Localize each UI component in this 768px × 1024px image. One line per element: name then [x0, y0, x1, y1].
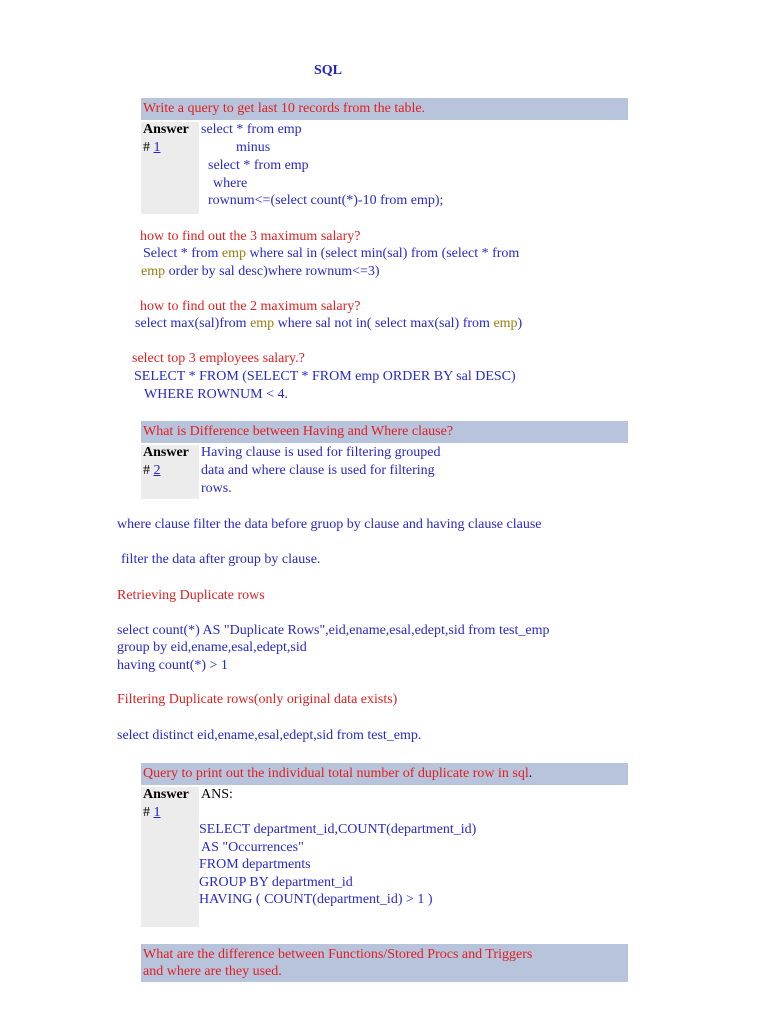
max2-part-e: )	[517, 316, 523, 331]
answer-number-link-2[interactable]: 2	[153, 463, 161, 478]
top3-question: select top 3 employees salary.?	[132, 351, 305, 366]
answer-number-prefix-2: #	[143, 463, 154, 478]
question-3-end: .	[528, 766, 533, 781]
filter-heading: Filtering Duplicate rows(only original data exists)	[117, 692, 398, 707]
dup-line-2: group by eid,ename,esal,edept,sid	[117, 640, 307, 655]
answer-number-link-3[interactable]: 1	[153, 805, 161, 820]
q1-line-3: select * from emp	[208, 158, 309, 173]
max3-line-2-b: order by sal desc)where rownum<=3)	[165, 264, 380, 279]
q2-line-2: data and where clause is used for filtering	[201, 463, 435, 478]
max3-line-1	[143, 245, 519, 263]
max3-line-1-b: emp	[221, 246, 247, 261]
max3-line-2	[141, 263, 380, 281]
answer-number-1	[143, 139, 161, 157]
page-title: SQL	[314, 63, 343, 78]
answer-number-link-1[interactable]: 1	[153, 140, 161, 155]
answer-label-3: Answer	[143, 787, 189, 802]
dup-line-3: having count(*) > 1	[117, 658, 228, 673]
q3-line-3: FROM departments	[199, 857, 311, 872]
max3-line-1-a: Select * from	[143, 246, 222, 261]
answer-label-2: Answer	[143, 445, 189, 460]
q1-line-5: rownum<=(select count(*)-10 from emp);	[208, 193, 444, 208]
q3-line-2: AS "Occurrences"	[201, 840, 304, 855]
question-4-line-1: What are the difference between Functions/Stored Procs and Triggers	[143, 947, 533, 962]
filter-line: select distinct eid,ename,esal,edept,sid from test_emp.	[117, 728, 422, 743]
max2-part-c: where sal not in( select max(sal) from	[274, 316, 494, 331]
top3-line-2: WHERE ROWNUM < 4.	[144, 387, 288, 402]
max2-part-b: emp	[250, 316, 275, 331]
max2-part-d: emp	[493, 316, 518, 331]
q3-line-5: HAVING ( COUNT(department_id) > 1 )	[199, 892, 433, 907]
max3-line-2-a: emp	[141, 264, 166, 279]
max2-part-a: select max(sal)from	[135, 316, 251, 331]
q1-line-4: where	[213, 176, 248, 191]
max3-line-1-c: where sal in (select min(sal) from (select * from	[246, 246, 520, 261]
dup-line-1: select count(*) AS "Duplicate Rows",eid,ename,esal,edept,sid from test_emp	[117, 623, 550, 638]
max2-line	[135, 315, 522, 333]
q3-ans-label: ANS:	[201, 787, 233, 802]
answer-number-3	[143, 804, 161, 822]
question-3	[143, 765, 532, 783]
question-1: Write a query to get last 10 records from the table.	[143, 101, 426, 116]
question-3-text: Query to print out the individual total number of duplicate row in sql	[143, 766, 529, 781]
q2-line-1: Having clause is used for filtering grouped	[201, 445, 441, 460]
where-note-1: where clause filter the data before gruop by clause and having clause clause	[117, 517, 542, 532]
q3-line-4: GROUP BY department_id	[199, 875, 353, 890]
q2-line-3: rows.	[201, 481, 232, 496]
answer-number-prefix-1: #	[143, 140, 154, 155]
q3-line-1: SELECT department_id,COUNT(department_id)	[199, 822, 477, 837]
answer-number-prefix-3: #	[143, 805, 154, 820]
max3-question: how to find out the 3 maximum salary?	[140, 229, 361, 244]
max2-question: how to find out the 2 maximum salary?	[140, 299, 361, 314]
top3-line-1: SELECT * FROM (SELECT * FROM emp ORDER BY sal DESC)	[134, 369, 516, 384]
question-2: What is Difference between Having and Where clause?	[143, 424, 454, 439]
dup-heading: Retrieving Duplicate rows	[117, 588, 265, 603]
answer-number-2	[143, 462, 161, 480]
answer-label-1: Answer	[143, 122, 189, 137]
q1-line-1: select * from emp	[201, 122, 302, 137]
question-4-line-2: and where are they used.	[143, 964, 282, 979]
where-note-2: filter the data after group by clause.	[121, 552, 321, 567]
q1-line-2: minus	[236, 140, 271, 155]
